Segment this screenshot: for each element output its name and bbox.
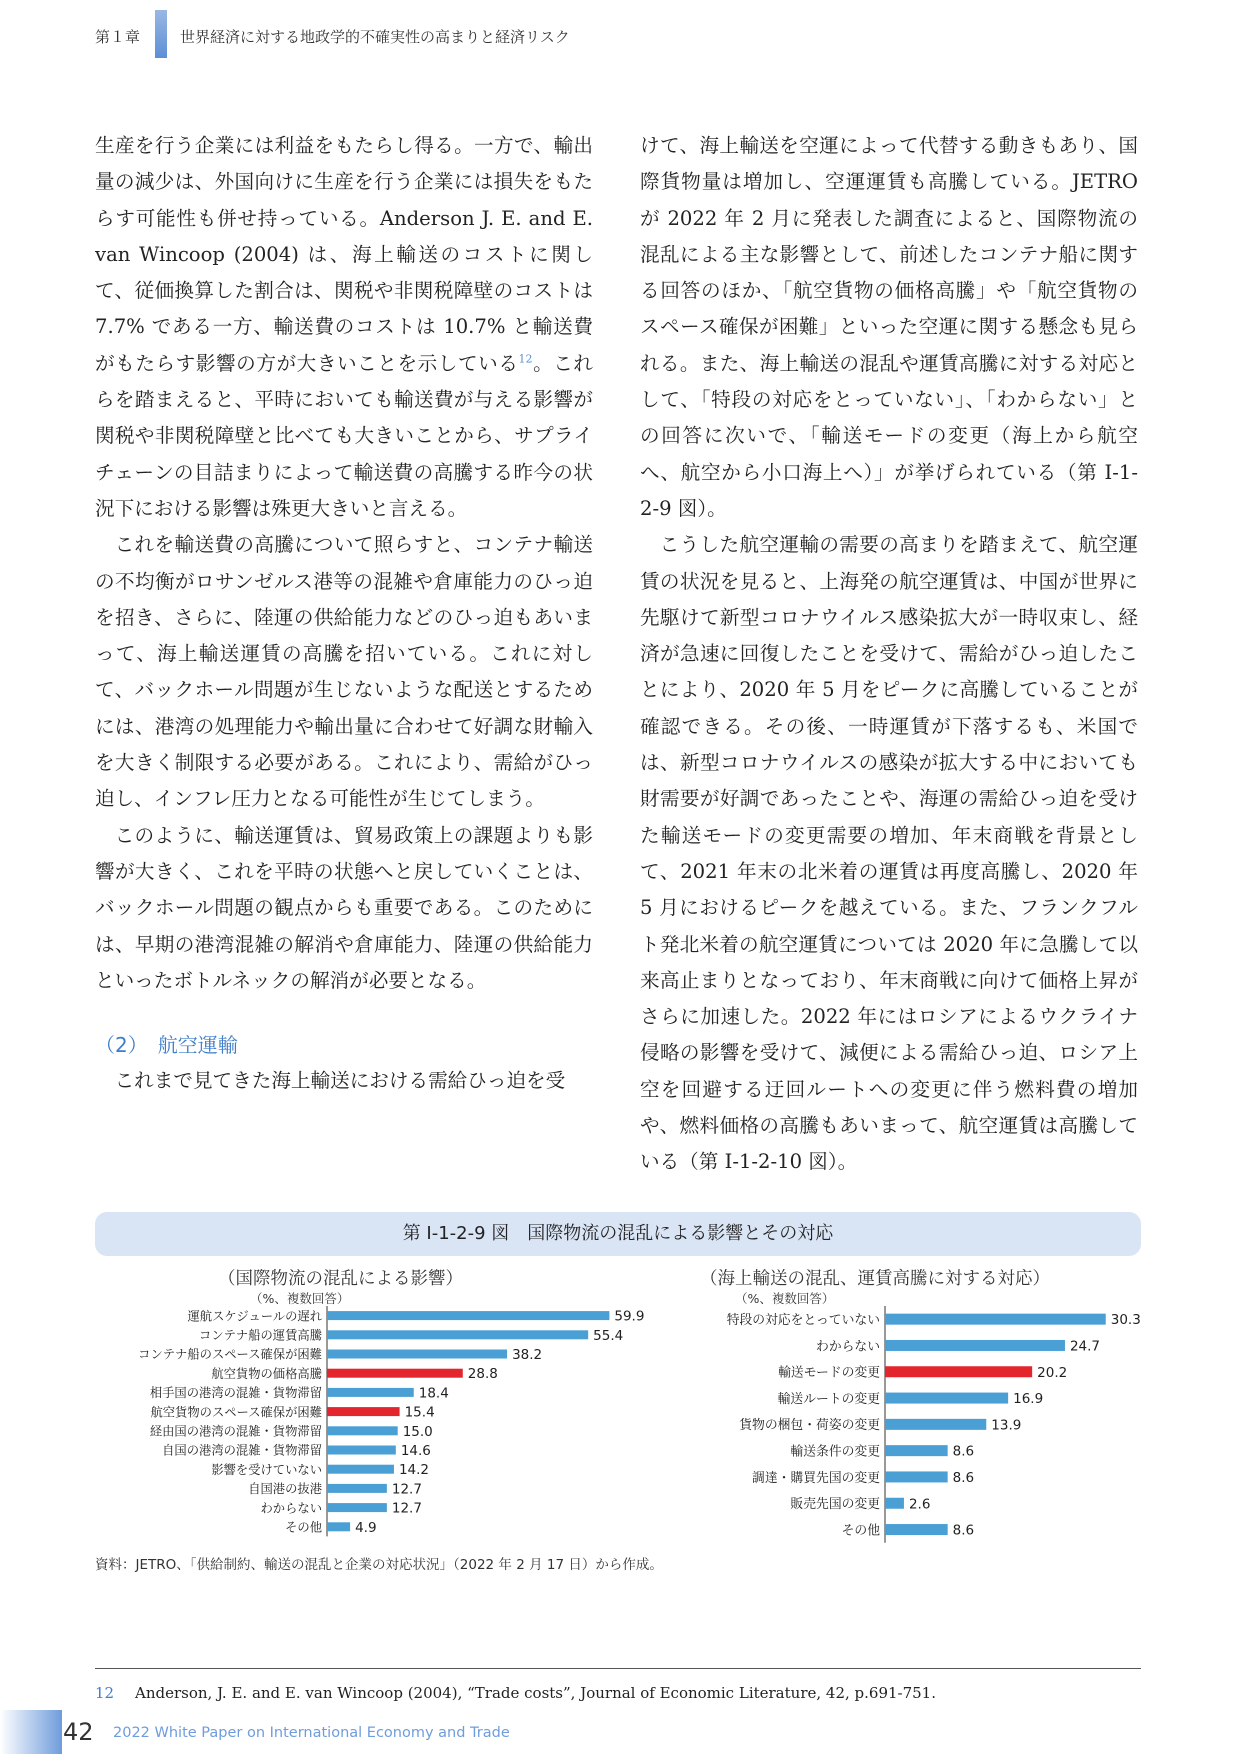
bar bbox=[327, 1311, 609, 1320]
section-heading: （2） 航空運輸 bbox=[95, 1033, 238, 1058]
paragraph-text: 生産を行う企業には利益をもたらし得る。一方で、輸出量の減少は、外国向けに生産を行う企業には損失をもたらす可能性も併せ持っている。Anderson J. E. and E. van Wincoop (2004) は、海上輸送のコストに関して、従価換算した割合は、関税や非関税障壁のコストは 7.7% である一方、輸送費のコストは 10.7% と輸送費がもたらす影響の方が大きいことを示している bbox=[95, 134, 593, 375]
chart-right-title: （海上輸送の混乱、運賃高騰に対する対応） bbox=[700, 1269, 1050, 1289]
value-label: 8.6 bbox=[952, 1469, 975, 1486]
footnote-number: 12 bbox=[95, 1684, 115, 1702]
chart-right-unit: （%、複数回答） bbox=[735, 1291, 835, 1306]
value-label: 24.7 bbox=[1069, 1338, 1101, 1355]
bar bbox=[327, 1330, 588, 1339]
value-label: 55.4 bbox=[593, 1327, 624, 1344]
bar bbox=[885, 1393, 1008, 1404]
value-label: 8.6 bbox=[952, 1522, 975, 1539]
category-label: 輸送モードの変更 bbox=[778, 1365, 880, 1381]
category-label: 自国の港湾の混雑・貨物滞留 bbox=[162, 1443, 322, 1458]
value-label: 15.4 bbox=[404, 1404, 435, 1421]
body-column-right bbox=[640, 128, 1138, 1181]
paragraph: こうした航空運輸の需要の高まりを踏まえて、航空運賃の状況を見ると、上海発の航空運賃は、中国が世界に先駆けて新型コロナウイルス感染拡大が一時収束し、経済が急速に回復したことを受けて、需給がひっ迫したことにより、2020 年 5 月をピークに高騰していることが確認できる。その後、一時運賃が下落するも、米国では、新型コロナウイルスの感染が拡大する中においても財需要が好調であったことや、海運の需給ひっ迫を受けた輸送モードの変更需要の増加、年末商戦を背景として、2021 年末の北米着の運賃は再度高騰し、2020 年 5 月におけるピークを越えている。また、フランクフルト発北米着の航空運賃については 2020 年に急騰して以来高止まりとなっており、年末商戦に向けて価格上昇がさらに加速した。2022 年にはロシアによるウクライナ侵略の影響を受けて、減便による需給ひっ迫、ロシア上空を回避する迂回ルートへの変更に伴う燃料費の増加や、燃料価格の高騰もあいまって、航空運賃は高騰している（第 I-1-2-10 図）。 bbox=[640, 533, 1138, 1174]
bar bbox=[885, 1314, 1106, 1325]
value-label: 2.6 bbox=[908, 1496, 931, 1513]
value-label: 8.6 bbox=[952, 1443, 975, 1460]
value-label: 20.2 bbox=[1037, 1364, 1068, 1381]
bar bbox=[885, 1524, 948, 1535]
paragraph: これを輸送費の高騰について照らすと、コンテナ輸送の不均衡がロサンゼルス港等の混雑や倉庫能力のひっ迫を招き、さらに、陸運の供給能力などのひっ迫もあいまって、海上輸送運賃の高騰を招いている。これに対して、バックホール問題が生じないような配送とするためには、港湾の処理能力や輸出量に合わせて好調な財輸入を大きく制限する必要がある。これにより、需給がひっ迫し、インフレ圧力となる可能性が生じてしまう。 bbox=[95, 533, 593, 811]
bar bbox=[885, 1419, 986, 1430]
bar bbox=[327, 1369, 463, 1378]
bar bbox=[327, 1388, 414, 1397]
category-label: 運航スケジュールの遅れ bbox=[187, 1309, 322, 1324]
value-label: 14.2 bbox=[398, 1462, 430, 1479]
category-label: 輸送ルートの変更 bbox=[777, 1391, 880, 1407]
bar bbox=[327, 1522, 350, 1531]
bar bbox=[885, 1445, 948, 1456]
header-title: 世界経済に対する地政学的不確実性の高まりと経済リスク bbox=[180, 28, 570, 46]
figure-source: 資料：JETRO、「供給制約、輸送の混乱と企業の対応状況」（2022 年 2 月 17 日）から作成。 bbox=[95, 1557, 663, 1573]
footnote-divider bbox=[95, 1668, 1141, 1669]
value-label: 59.9 bbox=[614, 1308, 645, 1325]
category-label: 販売先国の変更 bbox=[790, 1497, 880, 1513]
category-label: 特段の対応をとっていない bbox=[726, 1313, 880, 1329]
figure-title: 第 I-1-2-9 図 国際物流の混乱による影響とその対応 bbox=[95, 1212, 1141, 1256]
value-label: 4.9 bbox=[355, 1519, 377, 1536]
value-label: 28.8 bbox=[467, 1366, 498, 1383]
paragraph-text: 。これらを踏まえると、平時においても輸送費が与える影響が関税や非関税障壁と比べても大きいことから、サプライチェーンの目詰まりによって輸送費の高騰する昨今の状況下における影響は殊更大きいと言える。 bbox=[95, 351, 594, 520]
bar bbox=[885, 1366, 1032, 1377]
category-label: その他 bbox=[841, 1523, 880, 1539]
category-label: 貨物の梱包・荷姿の変更 bbox=[739, 1418, 880, 1434]
category-label: コンテナ船の運賃高騰 bbox=[199, 1328, 322, 1343]
category-label: 経由国の港湾の混雑・貨物滞留 bbox=[149, 1424, 322, 1439]
value-label: 18.4 bbox=[418, 1385, 449, 1402]
paragraph bbox=[95, 128, 593, 527]
category-label: 航空貨物の価格高騰 bbox=[211, 1366, 322, 1381]
value-label: 30.3 bbox=[1110, 1312, 1141, 1329]
bar bbox=[327, 1407, 400, 1416]
paragraph: これまで見てきた海上輸送における需給ひっ迫を受 bbox=[114, 1069, 566, 1093]
bar bbox=[885, 1471, 948, 1482]
bar bbox=[327, 1426, 398, 1435]
footnote-text: Anderson, J. E. and E. van Wincoop (2004), “Trade costs”, Journal of Economic Literature, 42, p.691-751. bbox=[135, 1684, 936, 1702]
category-label: 航空貨物のスペース確保が困難 bbox=[150, 1405, 322, 1420]
paragraph: けて、海上輸送を空運によって代替する動きもあり、国際貨物量は増加し、空運運賃も高騰している。JETRO が 2022 年 2 月に発表した調査によると、国際物流の混乱による主な影響として、前述したコンテナ船に関する回答のほか、「航空貨物の価格高騰」や「航空貨物のスペース確保が困難」といった空運に関する懸念も見られる。また、海上輸送の混乱や運賃高騰に対する対応として、「特段の対応をとっていない」、「わからない」との回答に次いで、「輸送モードの変更（海上から航空へ、航空から小口海上へ）」が挙げられている（第 I-1-2-9 図）。 bbox=[640, 134, 1138, 520]
chart-left-unit: （%、複数回答） bbox=[250, 1291, 350, 1306]
value-label: 12.7 bbox=[391, 1481, 422, 1498]
footnote-ref[interactable]: 12 bbox=[518, 352, 533, 366]
value-label: 15.0 bbox=[402, 1423, 433, 1440]
bar bbox=[327, 1503, 387, 1512]
category-label: わからない bbox=[816, 1339, 880, 1355]
category-label: 自国港の抜港 bbox=[248, 1482, 322, 1497]
category-label: 調達・購買先国の変更 bbox=[752, 1470, 880, 1486]
value-label: 38.2 bbox=[512, 1347, 543, 1363]
value-label: 16.9 bbox=[1013, 1391, 1044, 1408]
category-label: 輸送条件の変更 bbox=[790, 1444, 880, 1460]
header-accent-bar bbox=[155, 10, 167, 58]
chart-left-title: （国際物流の混乱による影響） bbox=[218, 1269, 463, 1289]
chart-left bbox=[95, 1304, 645, 1544]
value-label: 12.7 bbox=[391, 1500, 422, 1517]
bar bbox=[327, 1465, 394, 1474]
page-number: 42 bbox=[63, 1718, 94, 1746]
bar bbox=[885, 1340, 1065, 1351]
bar bbox=[327, 1350, 507, 1359]
category-label: コンテナ船のスペース確保が困難 bbox=[138, 1347, 322, 1362]
category-label: 相手国の港湾の混雑・貨物滞留 bbox=[149, 1386, 322, 1401]
bar bbox=[327, 1446, 396, 1455]
chart-right bbox=[630, 1304, 1140, 1546]
category-label: その他 bbox=[285, 1520, 322, 1535]
body-column-left bbox=[95, 128, 593, 1099]
bar bbox=[885, 1498, 904, 1509]
footer-accent-bar bbox=[0, 1710, 62, 1754]
footer-title: 2022 White Paper on International Economy and Trade bbox=[113, 1725, 510, 1741]
value-label: 14.6 bbox=[400, 1443, 431, 1459]
category-label: わからない bbox=[260, 1501, 322, 1516]
category-label: 影響を受けていない bbox=[211, 1462, 322, 1477]
chapter-label: 第１章 bbox=[95, 28, 141, 46]
value-label: 13.9 bbox=[991, 1417, 1022, 1434]
bar bbox=[327, 1484, 387, 1493]
paragraph: このように、輸送運賃は、貿易政策上の課題よりも影響が大きく、これを平時の状態へと戻していくことは、バックホール問題の観点からも重要である。このためには、早期の港湾混雑の解消や倉庫能力、陸運の供給能力といったボトルネックの解消が必要となる。 bbox=[95, 823, 593, 992]
